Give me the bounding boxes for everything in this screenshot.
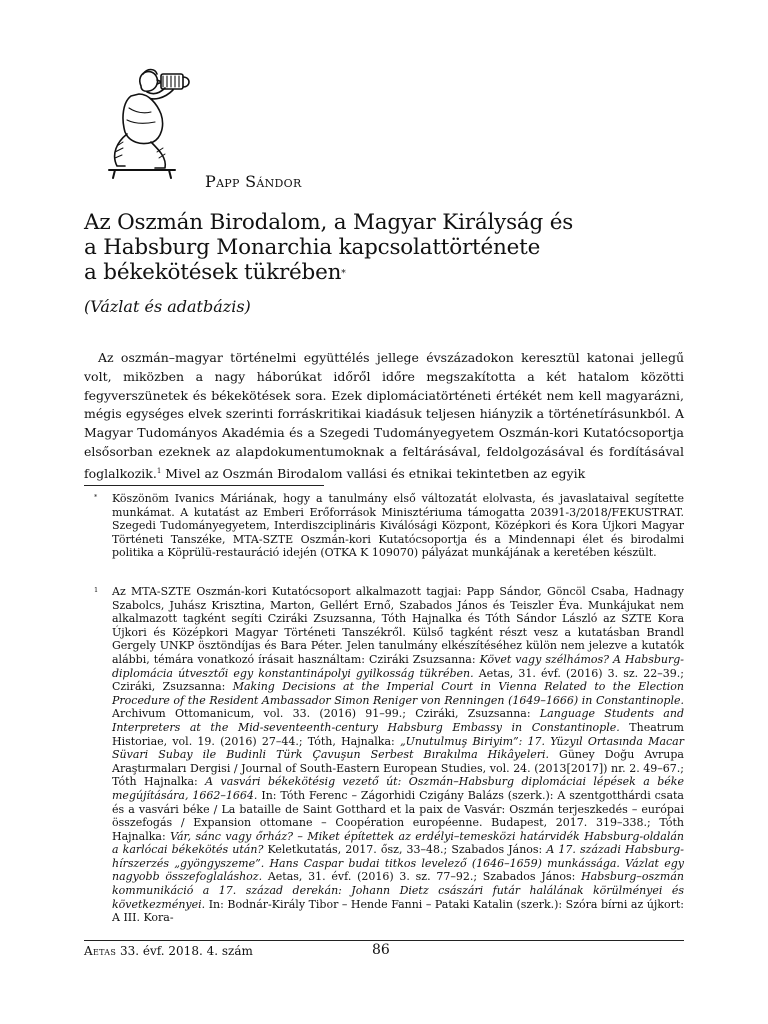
footnote-ref-1: 1 xyxy=(156,466,162,475)
footnote-1-text xyxy=(98,585,684,925)
fn-seg: In: Bodnár-Király Tibor – Hende Fanni – Pataki Katalin (szerk.): Szóra bírni az újkort: A III. Kora- xyxy=(112,897,684,925)
title-line-3: a békekötések tükrében xyxy=(84,260,342,285)
fn-italic-title: Követ vagy szélhámos? A Habsburg-diplomácia útvesztői egy konstantinápolyi gyilkosság tükrében. xyxy=(112,652,684,680)
fn-seg: Archivum Ottomanicum, vol. 33. (2016) 91–99.; Cziráki, Zsuzsanna: xyxy=(112,707,540,721)
footer-rule xyxy=(84,940,684,941)
footnote-1 xyxy=(94,585,684,925)
title-line-1: Az Oszmán Birodalom, a Magyar Királyság és xyxy=(84,210,574,235)
footnote-star xyxy=(94,492,684,560)
fn-italic-title: „Unutulmuş Biriyim”: 17. Yüzyıl Ortasında Macar Süvari Subay ile Budinli Türk Çavuşun Serbest Bırakılma Hikâyeleri. xyxy=(112,734,684,762)
fn-seg: In: Tóth Ferenc – Zágorhidi Czigány Balázs (szerk.): A szentgotthárdi csata és a vasvári béke / La bataille de Saint Gotthard et la paix de Vasvár: Oszmán terjeszkedés – európai összefogás / Expansion ottomane – Coopération européenne. Budapest, 2017. 319–338.; Tóth Hajnalka: xyxy=(112,788,684,843)
footnote-1-mark: 1 xyxy=(94,586,99,594)
author-name: Papp Sándor xyxy=(205,172,302,191)
body-paragraph xyxy=(84,349,684,484)
fn-italic-title: Language Students and Interpreters at the Mid-seventeenth-century Habsburg Embassy in Constantinople. xyxy=(112,707,684,734)
footnote-star-text: Köszönöm Ivanics Máriának, hogy a tanulmány első változatát elolvasta, és javaslataival segítette munkámat. A kutatást az Emberi Erőforrások Minisztériuma támogatta 20391-3/2018/FEKUSTRAT. Szegedi Tudományegyetem, Interdiszciplináris Kiválósági Központ, Középkori és Kora Újkori Magyar Történeti Tanszéke, MTA-SZTE Oszmán-kori Kutatócsoportja és a Mindennapi élet és birodalmi politika a Köprülü-restauráció idején (OTKA K 109070) pályázat munkájának a keretében készült. xyxy=(112,492,684,560)
footnote-star-mark: * xyxy=(94,493,98,501)
fn-italic-title: A vasvári békekötésig vezető út: Oszmán–Habsburg diplomáciai lépések a béke megújítására, 1662–1664. xyxy=(112,775,684,802)
fn-seg: Aetas, 31. évf. (2016) 3. sz. 77–92.; Szabados János: xyxy=(262,870,582,884)
fn-seg: Aetas, 31. évf. (2016) 3. sz. 22–39.; Cziráki, Zsuzsanna: xyxy=(112,666,684,694)
footnote-separator xyxy=(84,485,324,486)
fn-seg: Keletkutatás, 2017. ősz, 33–48.; Szabados János: xyxy=(263,843,547,857)
page-number: 86 xyxy=(372,942,390,958)
fn-italic-title: Habsburg–oszmán kommunikáció a 17. század derekán: Johann Dietz császári futár halálának körülményei és következményei. xyxy=(112,870,684,911)
body-text-2: Mivel az Oszmán Birodalom vallási és etnikai tekintetben az egyik xyxy=(161,465,586,481)
journal-logo-figure-image xyxy=(95,62,197,180)
body-text-1: Az oszmán–magyar történelmi együttélés jellege évszázadokon keresztül katonai jellegű volt, miközben a nagy háborúkat időről időre megszakította a két hatalom közötti fegyverszünetek és békekötések sora. Ezek diplomáciatörténeti értékét nem kell magyarázni, mégis egységes elvek szerinti forráskritikai kiadásuk teljesen hiányzik a történetírásunkból. A Magyar Tudományos Akadémia és a Szegedi Tudományegyetem Oszmán-kori Kutatócsoportja elsősorban ezeknek az alapdokumentumoknak a feltárásával, feldolgozásával és fordításával foglalkozik. xyxy=(84,350,684,481)
journal-name: Aetas xyxy=(84,944,117,958)
title-note-mark: * xyxy=(341,269,346,279)
journal-issue: 33. évf. 2018. 4. szám xyxy=(116,944,253,958)
fn-italic-title: A 17. századi Habsburg-hírszerzés „gyöngyszeme”. Hans Caspar budai titkos levelező (1646–1659) munkássága. Vázlat egy nagyobb összefoglaláshoz. xyxy=(112,843,684,884)
article-title xyxy=(84,210,684,285)
journal-citation xyxy=(84,944,253,958)
article-subtitle: (Vázlat és adatbázis) xyxy=(84,297,251,316)
fn-italic-title: Making Decisions at the Imperial Court in Vienna Related to the Election Procedure of the Resident Ambassador Simon Reniger von Renningen (1649–1666) in Constantinople. xyxy=(112,680,684,707)
fn-seg: Az MTA-SZTE Oszmán-kori Kutatócsoport alkalmazott tagjai: Papp Sándor, Göncöl Csaba, Hadnagy Szabolcs, Juhász Krisztina, Marton, Gellért Ernő, Szabados János és Teiszler Éva. Munkájukat nem alkalmazott tagként segíti Cziráki Zsuzsanna, Tóth Hajnalka és Tóth Sándor László az SZTE Kora Újkori és Középkori Magyar Történeti Tanszékről. Külső tagként részt vesz a kutatásban Brandl Gergely UNKP ösztöndíjas és Bara Péter. Jelen tanulmány elkészítéséhez külön nem jelezve a kutatók alábbi, témára vonatkozó írásait használtam: Cziráki Zsuzsanna: xyxy=(112,585,684,666)
fn-seg: Theatrum Historiae, vol. 19. (2016) 27–44.; Tóth, Hajnalka: xyxy=(112,720,684,748)
fn-seg: Güney Doğu Avrupa Araştırmaları Dergisi / Journal of South-Eastern European Studies, vol. 24. (2013[2017]) nr. 2. 49–67.; Tóth Hajnalka: xyxy=(112,748,684,789)
fn-italic-title: Vár, sánc vagy őrház? – Miket építettek az erdélyi–temesközi határvidék Habsburg-oldalán a karlócai békekötés után? xyxy=(112,829,684,857)
title-line-2: a Habsburg Monarchia kapcsolattörténete xyxy=(84,235,541,260)
